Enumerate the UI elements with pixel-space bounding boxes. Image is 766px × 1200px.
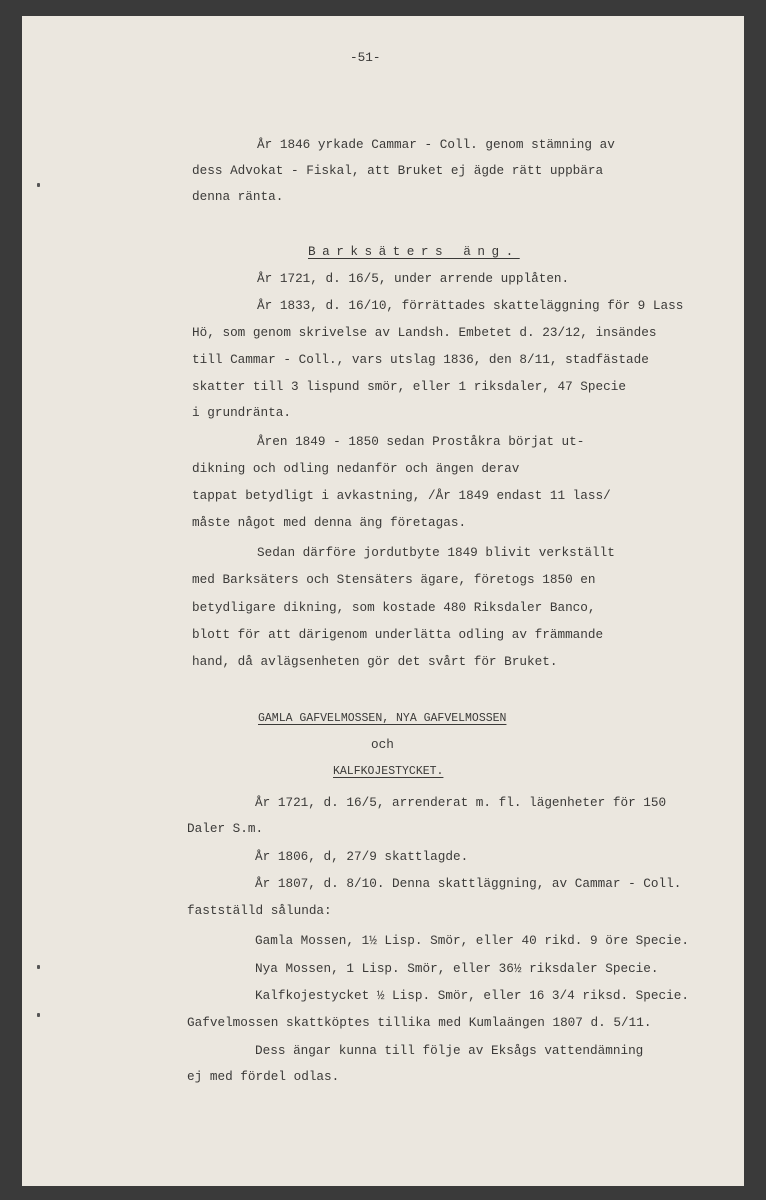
paragraph-line: Gamla Mossen, 1½ Lisp. Smör, eller 40 rikd. 9 öre Specie. bbox=[255, 933, 689, 948]
paragraph-line: i grundränta. bbox=[192, 405, 291, 420]
paragraph-line: Kalfkojestycket ½ Lisp. Smör, eller 16 3/4 riksd. Specie. bbox=[255, 988, 689, 1003]
paragraph-line: Dess ängar kunna till följe av Eksågs vattendämning bbox=[255, 1043, 644, 1058]
paragraph-line: Gafvelmossen skattköptes tillika med Kumlaängen 1807 d. 5/11. bbox=[187, 1015, 652, 1030]
paragraph-line: betydligare dikning, som kostade 480 Riksdaler Banco, bbox=[192, 600, 596, 615]
paragraph-line: hand, då avlägsenheten gör det svårt för Bruket. bbox=[192, 654, 558, 669]
paragraph-line: År 1806, d, 27/9 skattlagde. bbox=[255, 849, 469, 864]
paragraph-line: Daler S.m. bbox=[187, 821, 264, 836]
section-heading-och: och bbox=[371, 737, 394, 752]
paragraph-line: blott för att därigenom underlätta odling av främmande bbox=[192, 627, 604, 642]
paragraph-line: Hö, som genom skrivelse av Landsh. Embetet d. 23/12, insändes bbox=[192, 325, 657, 340]
paragraph-line: dess Advokat - Fiskal, att Bruket ej ägde rätt uppbära bbox=[192, 163, 604, 178]
page-number: -51- bbox=[350, 50, 381, 65]
paragraph-line: År 1833, d. 16/10, förrättades skatteläggning för 9 Lass bbox=[257, 298, 684, 313]
paragraph-line: År 1721, d. 16/5, under arrende upplåten. bbox=[257, 271, 570, 286]
paragraph-line: skatter till 3 lispund smör, eller 1 riksdaler, 47 Specie bbox=[192, 379, 626, 394]
paragraph-line: dikning och odling nedanför och ängen derav bbox=[192, 461, 520, 476]
margin-mark bbox=[37, 1013, 40, 1017]
section-heading-barksaters-ang: Barksäters äng. bbox=[308, 244, 520, 259]
paragraph-line: tappat betydligt i avkastning, /År 1849 endast 11 lass/ bbox=[192, 488, 611, 503]
paragraph-line: till Cammar - Coll., vars utslag 1836, den 8/11, stadfästade bbox=[192, 352, 649, 367]
paragraph-line: År 1807, d. 8/10. Denna skattläggning, av Cammar - Coll. bbox=[255, 876, 682, 891]
section-heading-gafvelmossen: GAMLA GAFVELMOSSEN, NYA GAFVELMOSSEN bbox=[258, 712, 507, 725]
paragraph-line: År 1721, d. 16/5, arrenderat m. fl. lägenheter för 150 bbox=[255, 795, 667, 810]
paragraph-line: fastställd sålunda: bbox=[187, 903, 332, 918]
section-heading-kalfkojestycket: KALFKOJESTYCKET. bbox=[333, 765, 444, 778]
margin-mark bbox=[37, 965, 40, 969]
paragraph-line: denna ränta. bbox=[192, 189, 284, 204]
paragraph-line: med Barksäters och Stensäters ägare, företogs 1850 en bbox=[192, 572, 596, 587]
paragraph-line: ej med fördel odlas. bbox=[187, 1069, 340, 1084]
paragraph-line: Nya Mossen, 1 Lisp. Smör, eller 36½ riksdaler Specie. bbox=[255, 961, 659, 976]
paragraph-line: Åren 1849 - 1850 sedan Proståkra börjat ut- bbox=[257, 434, 585, 449]
paragraph-line: måste något med denna äng företagas. bbox=[192, 515, 467, 530]
margin-mark bbox=[37, 183, 40, 187]
paragraph-line: Sedan därföre jordutbyte 1849 blivit verkställt bbox=[257, 545, 615, 560]
paragraph-line: År 1846 yrkade Cammar - Coll. genom stämning av bbox=[257, 137, 615, 152]
